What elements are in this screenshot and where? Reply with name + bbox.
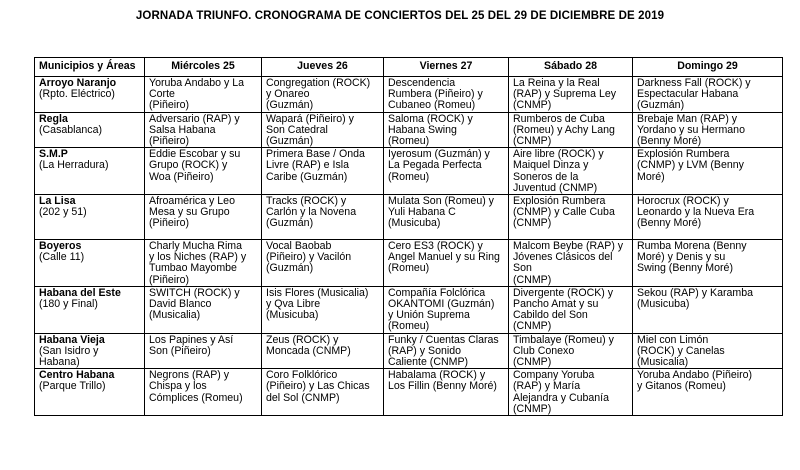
table-row	[35, 195, 783, 240]
municipio-area: (202 y 51)	[39, 206, 87, 219]
concert-cell-domingo: Horocrux (ROCK) y Leonardo y la Nueva Era (Benny Moré)	[633, 195, 783, 240]
municipio-area: (Casablanca)	[39, 123, 103, 136]
concert-cell-viernes: Compañía Folclórica OKANTOMI (Guzmán) y Unión Suprema (Romeu)	[384, 286, 509, 333]
table-row	[35, 286, 783, 333]
concert-cell-miercoles: Negrons (RAP) y Chispa y los Cómplices (Romeu)	[145, 369, 262, 416]
concert-cell-viernes: Funky / Cuentas Claras (RAP) y Sonido Caliente (CNMP)	[384, 333, 509, 369]
concert-cell-domingo: Darkness Fall (ROCK) y Espectacular Habana (Guzmán)	[633, 77, 783, 113]
concert-cell-jueves: Zeus (ROCK) y Moncada (CNMP)	[262, 333, 384, 369]
municipio-name: S.M.P	[39, 148, 68, 161]
concert-cell-domingo: Sekou (RAP) y Karamba (Musicuba)	[633, 286, 783, 333]
column-header-municipios: Municipios y Áreas	[35, 58, 145, 77]
column-header-viernes: Viernes 27	[384, 58, 509, 77]
concert-cell-domingo: Rumba Morena (Benny Moré) y Denis y su Swing (Benny Moré)	[633, 240, 783, 287]
concert-cell-viernes: Mulata Son (Romeu) y Yuli Habana C (Musicuba)	[384, 195, 509, 240]
concert-cell-jueves: Congregation (ROCK) y Onareo (Guzmán)	[262, 77, 384, 113]
concert-cell-domingo: Miel con Limón (ROCK) y Canelas (Musicalia)	[633, 333, 783, 369]
column-header-jueves: Jueves 26	[262, 58, 384, 77]
concert-cell-domingo: Brebaje Man (RAP) y Yordano y su Hermano (Benny Moré)	[633, 112, 783, 148]
concert-cell-miercoles: Eddie Escobar y su Grupo (ROCK) y Woa (Piñeiro)	[145, 148, 262, 195]
municipio-name: La Lisa	[39, 195, 76, 208]
concert-cell-jueves: Isis Flores (Musicalia) y Qva Libre (Musicuba)	[262, 286, 384, 333]
concert-cell-miercoles: Los Papines y Así Son (Piñeiro)	[145, 333, 262, 369]
municipio-cell	[35, 240, 145, 287]
municipio-area: (La Herradura)	[39, 159, 109, 172]
concert-cell-sabado: Aire libre (ROCK) y Maiquel Dinza y Soneros de la Juventud (CNMP)	[509, 148, 633, 195]
municipio-area: (Parque Trillo)	[39, 380, 106, 393]
concert-cell-jueves: Tracks (ROCK) y Carlón y la Novena (Guzmán)	[262, 195, 384, 240]
concert-cell-jueves: Wapará (Piñeiro) y Son Catedral (Guzmán)	[262, 112, 384, 148]
concert-cell-sabado: Company Yoruba (RAP) y María Alejandra y Cubanía (CNMP)	[509, 369, 633, 416]
municipio-area: (Calle 11)	[39, 251, 85, 264]
municipio-cell	[35, 369, 145, 416]
concert-cell-viernes: Iyerosum (Guzmán) y La Pegada Perfecta (Romeu)	[384, 148, 509, 195]
municipio-area: (Rpto. Eléctrico)	[39, 88, 115, 101]
municipio-area: (San Isidro y Habana)	[39, 344, 99, 369]
concert-cell-viernes: Saloma (ROCK) y Habana Swing (Romeu)	[384, 112, 509, 148]
concert-cell-sabado: Divergente (ROCK) y Pancho Amat y su Cabildo del Son (CNMP)	[509, 286, 633, 333]
table-row	[35, 240, 783, 287]
concert-cell-miercoles: SWITCH (ROCK) y David Blanco (Musicalia)	[145, 286, 262, 333]
municipio-area: (180 y Final)	[39, 298, 98, 311]
municipio-name: Regla	[39, 112, 68, 125]
table-row	[35, 112, 783, 148]
table-row	[35, 369, 783, 416]
column-header-sabado: Sábado 28	[509, 58, 633, 77]
municipio-cell	[35, 333, 145, 369]
municipio-cell	[35, 148, 145, 195]
municipio-cell	[35, 286, 145, 333]
concert-cell-miercoles: Charly Mucha Rima y los Niches (RAP) y Tumbao Mayombe (Piñeiro)	[145, 240, 262, 287]
concert-cell-domingo: Explosión Rumbera (CNMP) y LVM (Benny Moré)	[633, 148, 783, 195]
document-title: JORNADA TRIUNFO. CRONOGRAMA DE CONCIERTOS DEL 25 DEL 29 DE DICIEMBRE DE 2019	[135, 10, 665, 22]
concert-schedule-table	[34, 57, 783, 416]
municipio-name: Habana del Este	[39, 286, 121, 299]
concert-cell-sabado: Timbalaye (Romeu) y Club Conexo (CNMP)	[509, 333, 633, 369]
table-row	[35, 333, 783, 369]
concert-cell-miercoles: Adversario (RAP) y Salsa Habana (Piñeiro)	[145, 112, 262, 148]
column-header-domingo: Domingo 29	[633, 58, 783, 77]
concert-cell-miercoles: Yoruba Andabo y La Corte (Piñeiro)	[145, 77, 262, 113]
municipio-name: Habana Vieja	[39, 333, 105, 346]
concert-cell-jueves: Coro Folklórico (Piñeiro) y Las Chicas del Sol (CNMP)	[262, 369, 384, 416]
concert-cell-sabado: La Reina y la Real (RAP) y Suprema Ley (CNMP)	[509, 77, 633, 113]
concert-cell-sabado: Malcom Beybe (RAP) y Jóvenes Clásicos del Son (CNMP)	[509, 240, 633, 287]
concert-cell-sabado: Rumberos de Cuba (Romeu) y Achy Lang (CNMP)	[509, 112, 633, 148]
table-header-row	[35, 58, 783, 77]
concert-cell-sabado: Explosión Rumbera (CNMP) y Calle Cuba (CNMP)	[509, 195, 633, 240]
concert-cell-jueves: Primera Base / Onda Livre (RAP) e Isla Caribe (Guzmán)	[262, 148, 384, 195]
municipio-cell	[35, 195, 145, 240]
municipio-cell	[35, 77, 145, 113]
municipio-cell	[35, 112, 145, 148]
municipio-name: Centro Habana	[39, 369, 115, 382]
municipio-name: Arroyo Naranjo	[39, 77, 117, 89]
concert-cell-miercoles: Afroamérica y Leo Mesa y su Grupo (Piñeiro)	[145, 195, 262, 240]
municipio-name: Boyeros	[39, 240, 82, 253]
concert-cell-viernes: Habalama (ROCK) y Los Fillin (Benny Moré)	[384, 369, 509, 416]
concert-cell-viernes: Descendencia Rumbera (Piñeiro) y Cubaneo (Romeu)	[384, 77, 509, 113]
concert-cell-jueves: Vocal Baobab (Piñeiro) y Vacilón (Guzmán)	[262, 240, 384, 287]
table-row	[35, 148, 783, 195]
concert-cell-domingo: Yoruba Andabo (Piñeiro) y Gitanos (Romeu)	[633, 369, 783, 416]
concert-cell-viernes: Cero ES3 (ROCK) y Angel Manuel y su Ring (Romeu)	[384, 240, 509, 287]
table-row	[35, 77, 783, 113]
column-header-miercoles: Miércoles 25	[145, 58, 262, 77]
